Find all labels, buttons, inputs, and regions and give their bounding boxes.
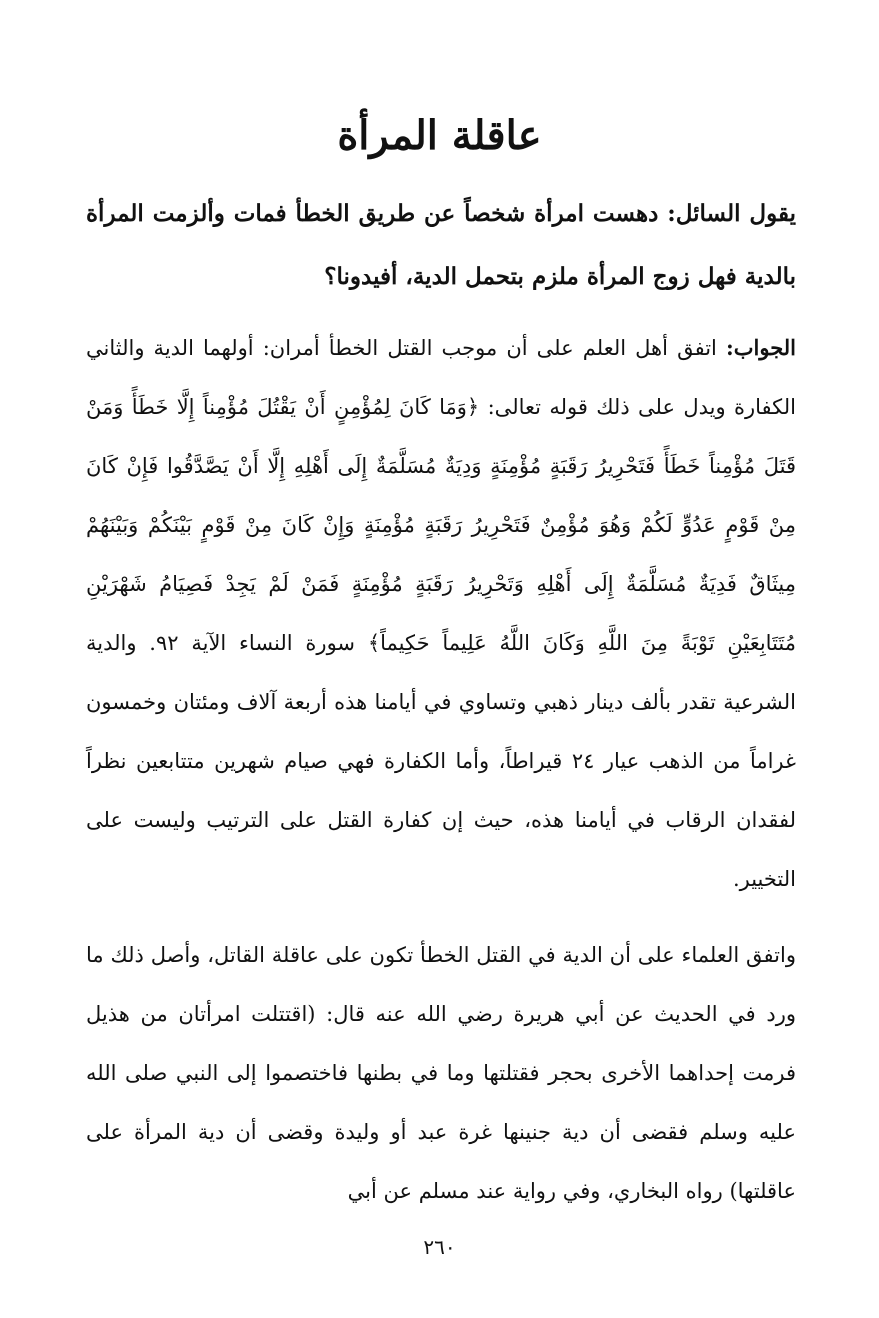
page-number: ٢٦٠ [423, 1235, 456, 1259]
page-title: عاقلة المرأة [337, 112, 542, 159]
second-paragraph: واتفق العلماء على أن الدية في القتل الخطأ تكون على عاقلة القاتل، وأصل ذلك ما ورد في الحديث عن أبي هريرة رضي الله عنه قال: (اقتتلت امرأتان من هذيل فرمت إحداهما الأخرى بحجر فقتلتها وما في بطنها فاختصموا إلى النبي صلى الله عليه وسلم فقضى أن دية جنينها غرة عبد أو وليدة وقضى أن دية المرأة على عاقلتها) رواه البخاري، وفي رواية عند مسلم عن أبي [86, 943, 796, 1203]
answer-paragraph [86, 318, 796, 909]
quran-verse: ﴿وَمَا كَانَ لِمُؤْمِنٍ أَنْ يَقْتُلَ مُؤْمِناً إِلَّا خَطَأً وَمَنْ قَتَلَ مُؤْمِناً خَطَأً فَتَحْرِيرُ رَقَبَةٍ مُؤْمِنَةٍ وَدِيَةٌ مُسَلَّمَةٌ إِلَى أَهْلِهِ إِلَّا أَنْ يَصَّدَّقُوا فَإِنْ كَانَ مِنْ قَوْمٍ عَدُوٍّ لَكُمْ وَهُوَ مُؤْمِنٌ فَتَحْرِيرُ رَقَبَةٍ مُؤْمِنَةٍ وَإِنْ كَانَ مِنْ قَوْمٍ بَيْنَكُمْ وَبَيْنَهُمْ مِيثَاقٌ فَدِيَةٌ مُسَلَّمَةٌ إِلَى أَهْلِهِ وَتَحْرِيرُ رَقَبَةٍ مُؤْمِنَةٍ فَمَنْ لَمْ يَجِدْ فَصِيَامُ شَهْرَيْنِ مُتَتَابِعَيْنِ تَوْبَةً مِنَ اللَّهِ وَكَانَ اللَّهُ عَلِيماً حَكِيماً﴾ [86, 395, 796, 655]
answer-label: الجواب: [726, 335, 796, 360]
answer-continuation: سورة النساء الآية ٩٢. والدية الشرعية تقدر بألف دينار ذهبي وتساوي في أيامنا هذه أربعة آلاف ومئتان وخمسون غراماً من الذهب عيار ٢٤ قيراطاً، وأما الكفارة فهي صيام شهرين متتابعين نظراً لفقدان الرقاب في أيامنا هذه، حيث إن كفارة القتل على الترتيب وليست على التخيير. [86, 631, 796, 891]
answer-intro: اتفق أهل العلم على أن موجب القتل الخطأ أمران: أولهما الدية والثاني الكفارة ويدل على ذلك قوله تعالى: [86, 336, 796, 419]
question-paragraph: يقول السائل: دهست امرأة شخصاً عن طريق الخطأ فمات وألزمت المرأة بالدية فهل زوج المرأة ملزم بتحمل الدية، أفيدونا؟ [86, 200, 796, 290]
